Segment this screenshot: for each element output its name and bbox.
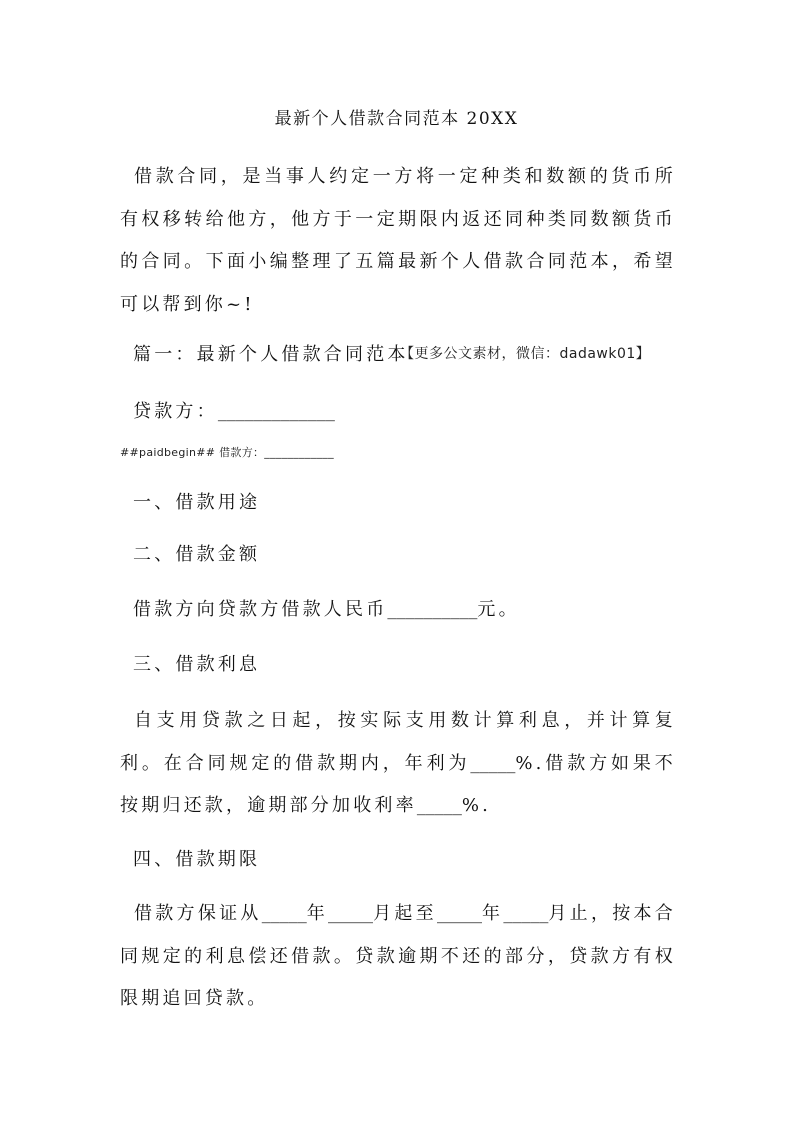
amount-paragraph	[133, 595, 520, 621]
borrower-blank: ____________	[264, 446, 334, 459]
interest-text-2: %.借款方如果不按期归还款，逾期部分加收利率	[120, 752, 676, 816]
term-blank-4: _____	[503, 903, 549, 924]
term-blank-1: _____	[261, 903, 307, 924]
term-text-1: 借款方保证从	[134, 903, 262, 924]
chapter-heading	[133, 340, 651, 366]
section-heading-amount: 二、借款金额	[133, 544, 261, 565]
interest-paragraph	[120, 700, 676, 828]
borrower-line	[120, 444, 334, 460]
term-blank-3: _____	[436, 903, 482, 924]
interest-blank-2: _____	[416, 795, 462, 816]
section-heading-purpose: 一、借款用途	[133, 492, 261, 513]
document-title: 最新个人借款合同范本 20XX	[274, 109, 519, 129]
chapter-tag: 【更多公文素材，微信：dadawk01】	[400, 346, 651, 362]
interest-text-1: 自支用贷款之日起，按实际支用数计算利息，并计算复利。在合同规定的借款期内，年利为	[120, 710, 676, 774]
amount-blank: __________	[387, 599, 478, 620]
interest-blank-1: _____	[470, 752, 516, 774]
lender-blank: _____________	[217, 401, 335, 422]
amount-text-pre: 借款方向贷款方借款人民币	[133, 599, 388, 620]
paid-marker: ##paidbegin##	[120, 446, 216, 459]
term-text-4: 年	[481, 903, 504, 924]
amount-text-post: 元。	[477, 599, 520, 620]
term-paragraph	[120, 893, 676, 1021]
term-text-2: 年	[306, 903, 329, 924]
chapter-title: 篇一：最新个人借款合同范本	[133, 344, 409, 365]
borrower-label: 借款方：	[219, 446, 265, 459]
section-heading-interest: 三、借款利息	[133, 654, 261, 675]
term-blank-2: _____	[328, 903, 374, 924]
lender-label: 贷款方：	[133, 401, 218, 422]
term-text-3: 月起至	[373, 903, 437, 924]
intro-paragraph: 借款合同，是当事人约定一方将一定种类和数额的货币所有权移转给他方，他方于一定期限内返还同种类同数额货币的合同。下面小编整理了五篇最新个人借款合同范本，希望可以帮到你~!	[120, 166, 676, 315]
interest-text-3: %.	[461, 795, 492, 816]
term-text-5: 月止，按本合同规定的利息偿还借款。贷款逾期不还的部分，贷款方有权限期追回贷款。	[120, 903, 677, 1009]
lender-line	[133, 397, 335, 423]
section-heading-term: 四、借款期限	[133, 849, 261, 870]
